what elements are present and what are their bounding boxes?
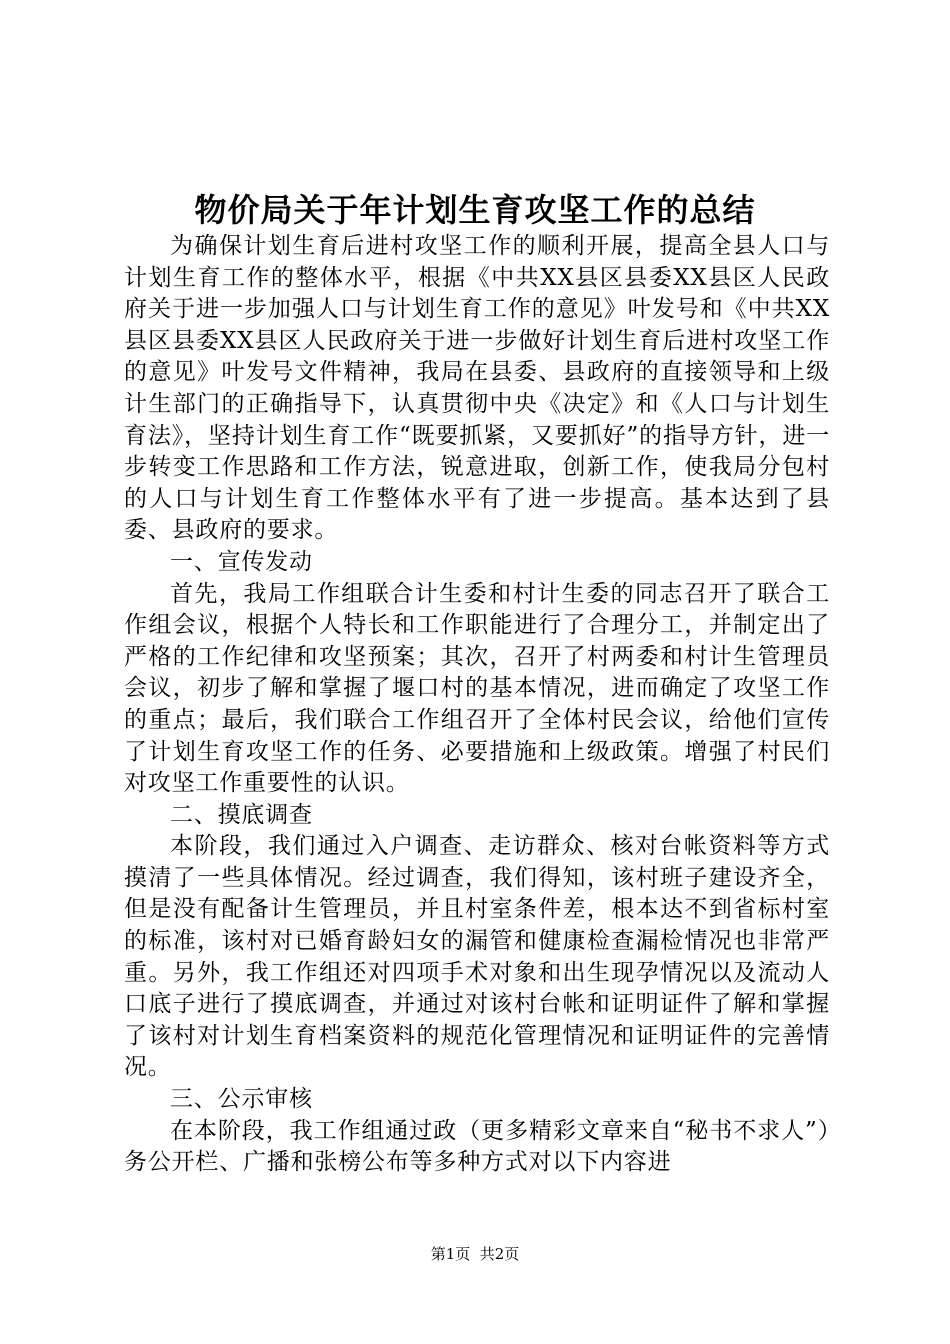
section-heading-publicity: 一、宣传发动 bbox=[170, 548, 313, 575]
paragraph-publicity: 首先，我局工作组联合计生委和村计生委的同志召开了联合工作组会议，根据个人特长和工作职能进行了合理分工，并制定出了严格的工作纪律和攻坚预案；其次，召开了村两委和村计生管理员会议，初步了解和掌握了堰口村的基本情况，进而确定了攻坚工作的重点；最后，我们联合工作组召开了全体村民会议，给他们宣传了计划生育攻坚工作的任务、必要措施和上级政策。增强了村民们对攻坚工作重要性的认识。 bbox=[124, 580, 830, 797]
section-heading-survey: 二、摸底调查 bbox=[170, 801, 313, 828]
section-heading-review: 三、公示审核 bbox=[170, 1086, 313, 1113]
document-body bbox=[124, 231, 830, 1179]
paragraph-intro: 为确保计划生育后进村攻坚工作的顺利开展，提高全县人口与计划生育工作的整体水平，根据《中共XX县区县委XX县区人民政府关于进一步加强人口与计划生育工作的意见》叶发号和《中共XX县区县委XX县区人民政府关于进一步做好计划生育后进村攻坚工作的意见》叶发号文件精神，我局在县委、县政府的直接领导和上级计生部门的正确指导下，认真贯彻中央《决定》和《人口与计划生育法》，坚持计划生育工作“既要抓紧，又要抓好”的指导方针，进一步转变工作思路和工作方法，锐意进取，创新工作，使我局分包村的人口与计划生育工作整体水平有了进一步提高。基本达到了县委、县政府的要求。 bbox=[124, 233, 830, 544]
page-number-footer: 第1页 共2页 bbox=[430, 1245, 520, 1263]
document-title: 物价局关于年计划生育攻坚工作的总结 bbox=[194, 191, 756, 229]
paragraph-survey: 本阶段，我们通过入户调查、走访群众、核对台帐资料等方式摸清了一些具体情况。经过调查，我们得知，该村班子建设齐全，但是没有配备计生管理员，并且村室条件差，根本达不到省标村室的标准，该村对已婚育龄妇女的漏管和健康检查漏检情况也非常严重。另外，我工作组还对四项手术对象和出生现孕情况以及流动人口底子进行了摸底调查，并通过对该村台帐和证明证件了解和掌握了该村对计划生育档案资料的规范化管理情况和证明证件的完善情况。 bbox=[124, 833, 830, 1081]
paragraph-review: 在本阶段，我工作组通过政（更多精彩文章来自“秘书不求人”）务公开栏、广播和张榜公布等多种方式对以下内容进 bbox=[124, 1117, 830, 1176]
